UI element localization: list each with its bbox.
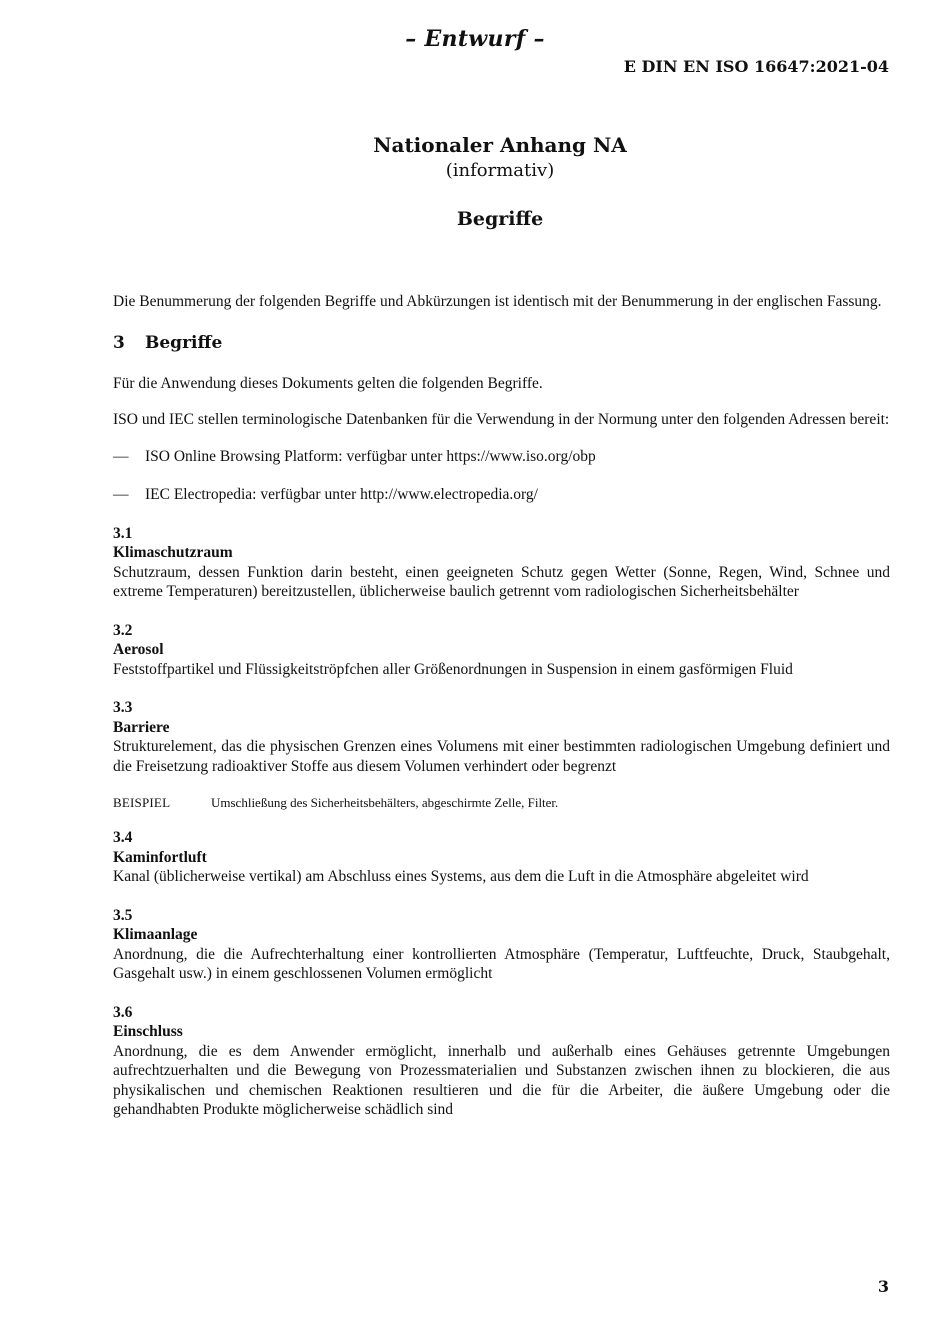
term-name: Kaminfortluft <box>113 848 207 866</box>
example-note <box>113 794 890 811</box>
list-item <box>113 485 890 505</box>
section-number: 3 <box>113 332 125 353</box>
term-number: 3.4 <box>113 829 133 846</box>
term-number: 3.2 <box>113 621 133 639</box>
term-definition: Schutzraum, dessen Funktion darin besteht, einen geeigneten Schutz gegen Wetter (Sonne, Regen, Wind, Schnee und extreme Temperaturen) bereitzustellen, üblicherweise baulich getrennt vom radiologischen Sicherheitsbehälter <box>113 563 890 600</box>
list-item <box>113 447 890 467</box>
dash-marker: — <box>113 486 129 503</box>
term-definition: Anordnung, die es dem Anwender ermöglicht, innerhalb und außerhalb eines Gehäuses getrennte Umgebungen aufrechtzuerhalten und die Bewegung von Prozessmaterialien und Substanzen zwischen ihnen zu blockieren, die aus physikalischen und chemischen Reaktionen resultieren und die für die Arbeiter, die äußere Umgebung oder die gehandhabten Produkte möglicherweise schädlich sind <box>113 1042 890 1118</box>
term-entry <box>113 1003 890 1120</box>
intro-paragraph: Die Benummerung der folgenden Begriffe und Abkürzungen ist identisch mit der Benummerung in der englischen Fassung. <box>113 293 882 310</box>
dash-marker: — <box>113 447 129 465</box>
term-entry <box>113 828 890 887</box>
term-entry <box>113 698 890 811</box>
document-id: E DIN EN ISO 16647:2021-04 <box>623 57 889 76</box>
term-name: Klimaanlage <box>113 926 198 943</box>
section-title: Begriffe <box>145 332 223 353</box>
document-body <box>113 292 890 1120</box>
section-paragraph-1: Für die Anwendung dieses Dokuments gelten die folgenden Begriffe. <box>113 374 543 392</box>
term-entry <box>113 621 890 680</box>
term-definition: Anordnung, die die Aufrechterhaltung einer kontrollierten Atmosphäre (Temperatur, Luftfeuchte, Druck, Staubgehalt, Gasgehalt usw.) in einem geschlossenen Volumen ermöglicht <box>113 945 890 982</box>
annex-heading: Begriffe <box>456 208 544 230</box>
section-heading <box>113 332 890 354</box>
term-definition: Kanal (üblicherweise vertikal) am Abschluss eines Systems, aus dem die Luft in die Atmosphäre abgeleitet wird <box>113 868 809 885</box>
term-definition: Strukturelement, das die physischen Grenzen eines Volumens mit einer bestimmten radiologischen Umgebung definiert und die Freisetzung radioaktiver Stoffe aus diesem Volumen verhindert oder begrenzt <box>113 738 890 775</box>
annex-subtitle: (informativ) <box>445 160 555 181</box>
term-number: 3.3 <box>113 699 133 716</box>
draft-label: – Entwurf – <box>405 26 545 52</box>
term-entry <box>113 906 890 984</box>
list-item-text: IEC Electropedia: verfügbar unter http://www.electropedia.org/ <box>145 486 538 503</box>
example-label: BEISPIEL <box>113 795 171 810</box>
term-name: Barriere <box>113 718 170 736</box>
term-number: 3.6 <box>113 1003 133 1021</box>
term-name: Klimaschutzraum <box>113 544 233 561</box>
annex-title: Nationaler Anhang NA <box>373 133 627 157</box>
term-definition: Feststoffpartikel und Flüssigkeitströpfchen aller Größenordnungen in Suspension in einem gasförmigen Fluid <box>113 660 793 678</box>
term-number: 3.5 <box>113 906 133 924</box>
list-item-text: ISO Online Browsing Platform: verfügbar unter https://www.iso.org/obp <box>145 447 596 465</box>
term-number: 3.1 <box>113 524 133 542</box>
section-paragraph-2: ISO und IEC stellen terminologische Datenbanken für die Verwendung in der Normung unter den folgenden Adressen bereit: <box>113 411 890 428</box>
term-entry <box>113 524 890 602</box>
term-name: Aerosol <box>113 641 164 658</box>
page-number: 3 <box>877 1277 889 1296</box>
example-text: Umschließung des Sicherheitsbehälters, abgeschirmte Zelle, Filter. <box>211 795 559 810</box>
term-name: Einschluss <box>113 1023 183 1040</box>
